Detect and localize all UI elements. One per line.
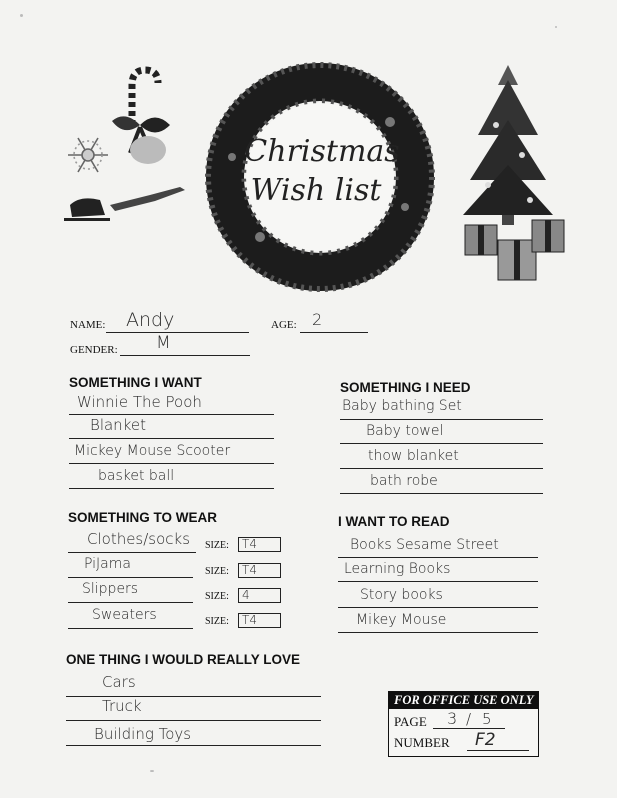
office-page-value: 3 — [447, 709, 458, 728]
wear-line — [68, 628, 193, 629]
love-item: Building Toys — [94, 725, 192, 743]
wear-heading: SOMETHING TO WEAR — [68, 510, 218, 525]
wear-item: Sweaters — [92, 607, 157, 623]
title-line-2: Wish list — [250, 173, 382, 208]
title-line-1: Christmas — [244, 134, 400, 169]
age-label: AGE: — [271, 319, 297, 331]
read-heading: I WANT TO READ — [338, 514, 450, 529]
wear-line — [68, 602, 193, 603]
love-item: Truck — [102, 697, 142, 715]
size-box: T4 — [238, 613, 281, 628]
wear-item: PiJama — [84, 556, 131, 572]
wear-item: Slippers — [82, 581, 139, 597]
love-line — [66, 745, 321, 746]
scan-speck — [555, 26, 557, 28]
need-heading: SOMETHING I NEED — [340, 380, 471, 395]
office-page-line — [433, 728, 505, 729]
size-label: SIZE: — [205, 540, 229, 551]
want-line — [69, 488, 274, 489]
read-item: Mikey Mouse — [356, 612, 447, 628]
want-heading: SOMETHING I WANT — [69, 375, 202, 390]
size-label: SIZE: — [205, 566, 229, 577]
need-item: thow blanket — [368, 448, 459, 464]
office-number-label: NUMBER — [394, 735, 450, 750]
gift-boxes-icon — [465, 220, 564, 280]
office-number-value: F2 — [475, 730, 496, 750]
need-line — [340, 419, 543, 420]
want-line — [69, 414, 274, 415]
wear-line — [68, 577, 193, 578]
gender-label: GENDER: — [70, 344, 118, 356]
age-line — [300, 332, 368, 333]
office-page-total: 5 — [482, 710, 492, 728]
need-item: bath robe — [370, 473, 438, 489]
snowflake-icon — [68, 138, 108, 172]
age-value: 2 — [312, 310, 323, 329]
size-label: SIZE: — [205, 591, 229, 602]
want-item: basket ball — [98, 468, 175, 484]
office-heading: FOR OFFICE USE ONLY — [389, 692, 538, 709]
office-page-label: PAGE — [394, 714, 427, 729]
love-heading: ONE THING I WOULD REALLY LOVE — [66, 652, 301, 667]
office-page-separator: / — [466, 710, 472, 728]
page-title — [242, 132, 402, 210]
christmas-tree-icon — [463, 65, 553, 225]
need-line — [340, 468, 543, 469]
candy-cane-icon — [112, 70, 170, 164]
love-line — [66, 720, 321, 721]
read-item: Books Sesame Street — [350, 537, 499, 553]
want-line — [69, 438, 274, 439]
size-box: T4 — [238, 537, 281, 552]
read-item: Story books — [360, 587, 443, 603]
name-label: NAME: — [70, 319, 106, 331]
wear-line — [68, 552, 196, 553]
wear-item: Clothes/socks — [87, 530, 191, 548]
want-item: Mickey Mouse Scooter — [74, 443, 231, 459]
need-item: Baby towel — [366, 423, 444, 439]
love-item: Cars — [102, 673, 136, 691]
name-value: Andy — [126, 309, 175, 331]
scan-speck — [150, 770, 154, 772]
read-line — [338, 557, 538, 558]
office-number-line — [467, 750, 529, 751]
want-line — [69, 463, 274, 464]
want-item: Winnie The Pooh — [77, 393, 202, 411]
need-line — [340, 493, 543, 494]
read-line — [338, 581, 538, 582]
read-item: Learning Books — [344, 561, 451, 577]
want-item: Blanket — [90, 416, 146, 434]
office-use-box — [388, 691, 539, 757]
scan-speck — [20, 14, 23, 17]
need-line — [340, 443, 543, 444]
size-box: 4 — [238, 588, 281, 603]
gender-line — [120, 355, 250, 356]
size-label: SIZE: — [205, 616, 229, 627]
read-line — [338, 607, 538, 608]
size-box: T4 — [238, 563, 281, 578]
read-line — [338, 632, 538, 633]
sleigh-icon — [64, 187, 185, 221]
name-line — [106, 332, 249, 333]
need-item: Baby bathing Set — [342, 398, 462, 414]
gender-value: M — [156, 333, 171, 353]
